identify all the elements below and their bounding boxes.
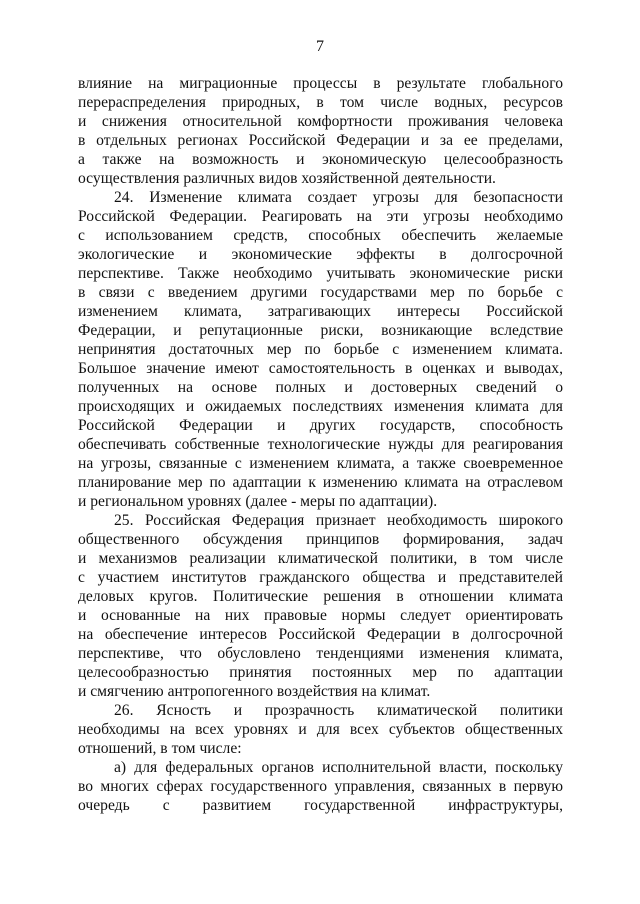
text-line: деловых кругов. Политические решения в отношении климата bbox=[78, 588, 563, 605]
text-line: Российской Федерации и других государств, способность bbox=[78, 417, 563, 434]
text-line: полученных на основе полных и достоверных сведений о bbox=[78, 379, 563, 396]
text-line: с использованием средств, способных обеспечить желаемые bbox=[78, 227, 563, 244]
text-line: и основанные на них правовые нормы следует ориентировать bbox=[78, 607, 563, 624]
text-line: на угрозы, связанные с изменением климата, а также своевременное bbox=[78, 455, 563, 472]
text-line: 25. Российская Федерация признает необходимость широкого bbox=[114, 512, 563, 529]
text-line: перспективе, что обусловлено тенденциями изменения климата, bbox=[78, 645, 563, 662]
text-line: экологические и экономические эффекты в долгосрочной bbox=[78, 246, 563, 263]
text-line: осуществления различных видов хозяйственной деятельности. bbox=[78, 170, 496, 187]
text-line: целесообразностью принятия постоянных мер по адаптации bbox=[78, 664, 563, 681]
text-line: а) для федеральных органов исполнительной власти, поскольку bbox=[114, 759, 563, 776]
text-line: отношений, в том числе: bbox=[78, 740, 242, 757]
text-line: во многих сферах государственного управления, связанных в первую bbox=[78, 778, 563, 795]
text-line: на обеспечение интересов Российской Федерации в долгосрочной bbox=[78, 626, 563, 643]
text-line: Большое значение имеют самостоятельность в оценках и выводах, bbox=[78, 360, 563, 377]
text-line: и механизмов реализации климатической политики, в том числе bbox=[78, 550, 563, 567]
text-line: влияние на миграционные процессы в результате глобального bbox=[78, 75, 563, 92]
text-line: непринятия достаточных мер по борьбе с изменением климата. bbox=[78, 341, 563, 358]
text-line: с участием институтов гражданского общества и представителей bbox=[78, 569, 563, 586]
text-line: общественного обсуждения принципов формирования, задач bbox=[78, 531, 563, 548]
text-line: 24. Изменение климата создает угрозы для безопасности bbox=[114, 189, 563, 206]
text-line: изменением климата, затрагивающих интересы Российской bbox=[78, 303, 563, 320]
text-line: и снижения относительной комфортности проживания человека bbox=[78, 113, 563, 130]
text-line: и смягчению антропогенного воздействия на климат. bbox=[78, 683, 431, 700]
text-line: перераспределения природных, в том числе водных, ресурсов bbox=[78, 94, 563, 111]
text-line: а также на возможность и экономическую целесообразность bbox=[78, 151, 563, 168]
text-line: необходимы на всех уровнях и для всех субъектов общественных bbox=[78, 721, 563, 738]
text-line: Федерации, и репутационные риски, возникающие вследствие bbox=[78, 322, 563, 339]
text-line: Российской Федерации. Реагировать на эти угрозы необходимо bbox=[78, 208, 563, 225]
text-line: в отдельных регионах Российской Федерации и за ее пределами, bbox=[78, 132, 563, 149]
text-line: происходящих и ожидаемых последствиях изменения климата для bbox=[78, 398, 563, 415]
text-line: в связи с введением другими государствами мер по борьбе с bbox=[78, 284, 563, 301]
document-body bbox=[78, 74, 563, 815]
page-number: 7 bbox=[316, 38, 324, 55]
text-line: планирование мер по адаптации к изменению климата на отраслевом bbox=[78, 474, 563, 491]
text-line: обеспечивать собственные технологические нужды для реагирования bbox=[78, 436, 563, 453]
text-line: очередь с развитием государственной инфраструктуры, bbox=[78, 797, 563, 814]
text-line: и региональном уровнях (далее - меры по адаптации). bbox=[78, 493, 438, 510]
text-line: перспективе. Также необходимо учитывать экономические риски bbox=[78, 265, 563, 282]
text-line: 26. Ясность и прозрачность климатической политики bbox=[114, 702, 563, 719]
